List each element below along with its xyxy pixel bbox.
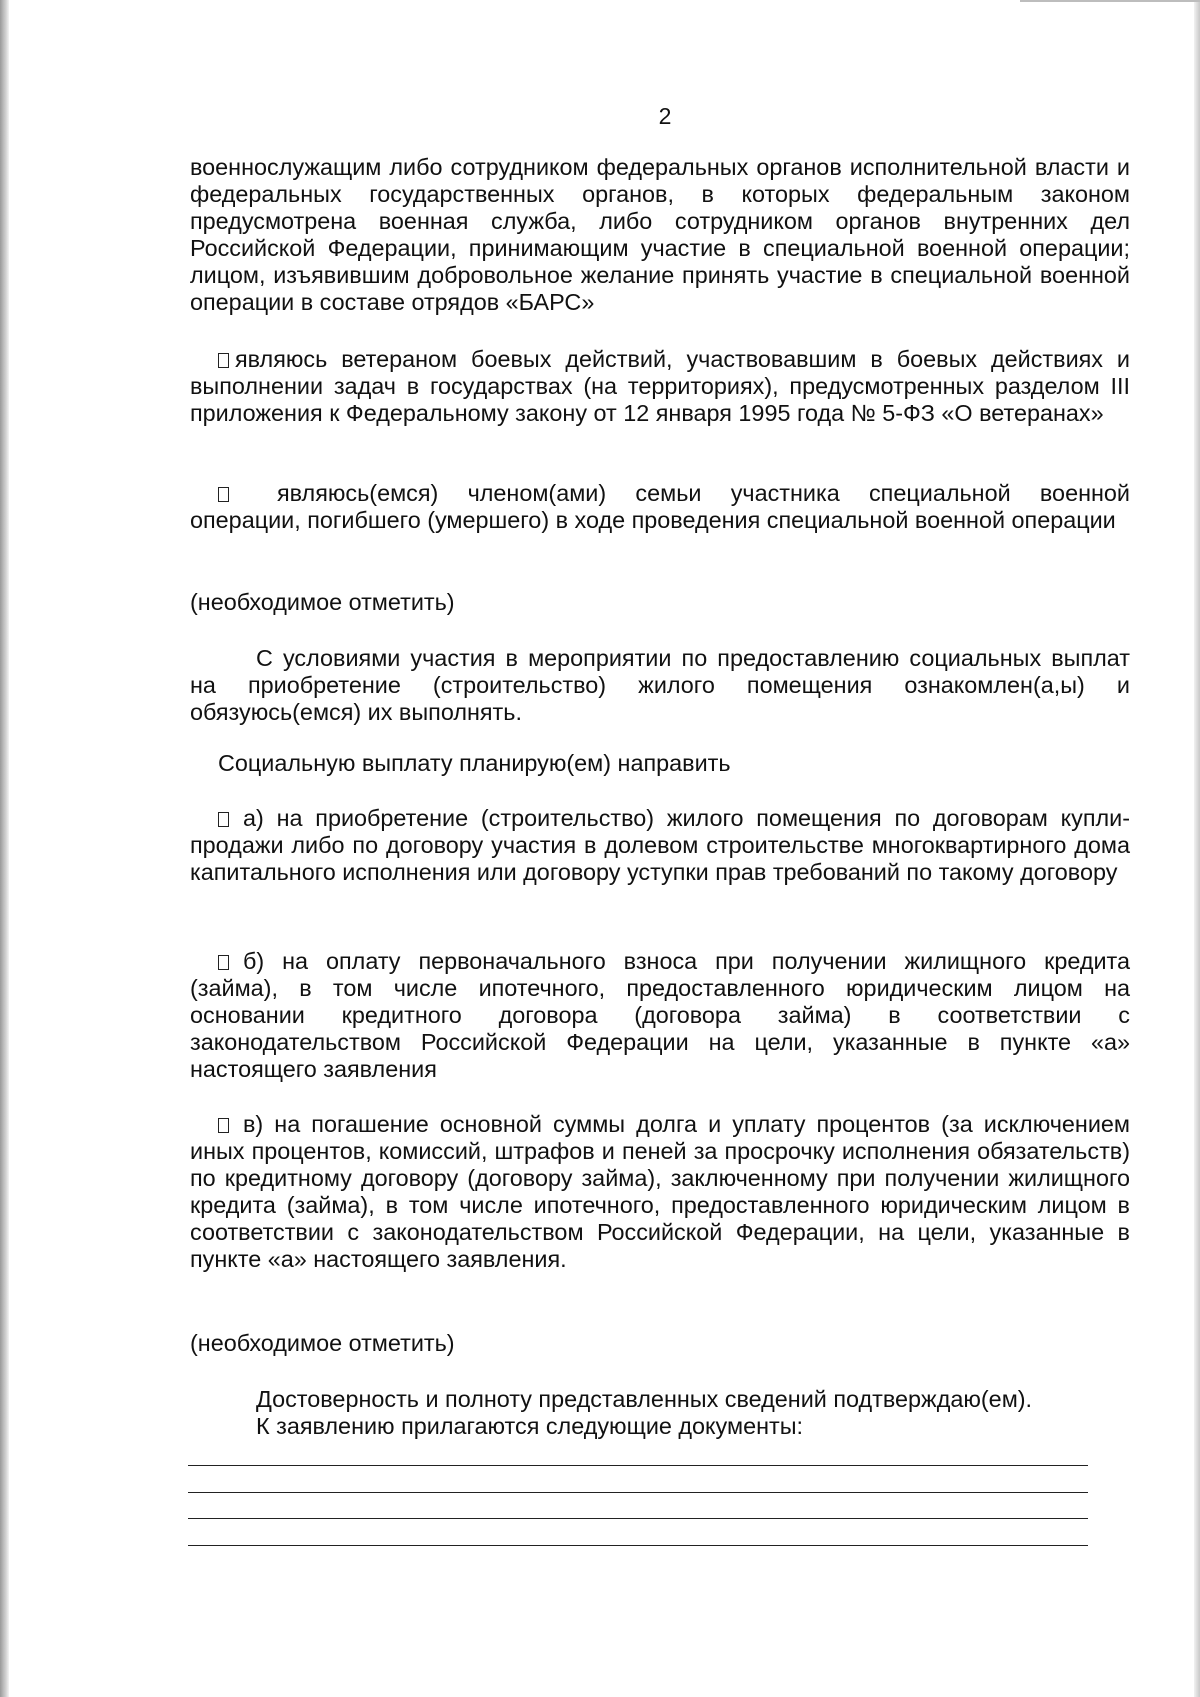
paragraph-plan: Социальную выплату планирую(ем) направить [218, 750, 731, 776]
option-a [190, 805, 1130, 886]
option-veteran-text: являюсь ветераном боевых действий, участвовавшим в боевых действиях и выполнении задач в государствах (на территориях), предусмотренных разделом III приложения к Федеральному закону от 12 января 1995 года № 5-ФЗ «О ветеранах» [190, 346, 1130, 426]
paragraph-conditions: С условиями участия в мероприятии по предоставлению социальных выплат на приобретение (строительство) жилого помещения ознакомлен(а,ы) и обязуюсь(емся) их выполнять. [190, 645, 1130, 725]
checkbox-b[interactable] [218, 955, 229, 970]
checkbox-veteran[interactable] [218, 353, 229, 368]
scan-edge-topline [1020, 0, 1200, 2]
option-a-text: а) на приобретение (строительство) жилого помещения по договорам купли-продажи либо по договору участия в долевом строительстве многоквартирного дома капитального исполнения или договору уступки прав требований по такому договору [190, 805, 1130, 885]
option-family-text: являюсь(емся) членом(ами) семьи участника специальной военной операции, погибшего (умершего) в ходе проведения специальной военной операции [190, 480, 1130, 533]
note-mark-required-1: (необходимое отметить) [190, 589, 455, 615]
option-family [190, 480, 1130, 534]
scan-edge-right [1194, 0, 1200, 1697]
option-b-text: б) на оплату первоначального взноса при получении жилищного кредита (займа), в том числе ипотечного, предоставленного юридическим лицом на основании кредитного договора (договора займа) в соответствии с законодательством Российской Федерации на цели, указанные в пункте «а» настоящего заявления [190, 948, 1130, 1082]
paragraph-service-members: военнослужащим либо сотрудником федеральных органов исполнительной власти и федеральных государственных органов, в которых федеральным законом предусмотрена военная служба, либо сотрудником органов внутренних дел Российской Федерации, принимающим участие в специальной военной операции; лицом, изъявившим добровольное желание принять участие в специальной военной операции в составе отрядов «БАРС» [190, 154, 1130, 315]
documents-line-3[interactable] [188, 1518, 1088, 1519]
confirm-line-2: К заявлению прилагаются следующие документы: [256, 1413, 804, 1439]
checkbox-c[interactable] [218, 1118, 229, 1133]
checkbox-a[interactable] [218, 812, 229, 827]
confirm-line-1: Достоверность и полноту представленных сведений подтверждаю(ем). [256, 1386, 1033, 1412]
option-c [190, 1111, 1130, 1273]
documents-line-1[interactable] [188, 1465, 1088, 1466]
documents-line-4[interactable] [188, 1545, 1088, 1546]
page-number: 2 [658, 103, 672, 129]
note-mark-required-2: (необходимое отметить) [190, 1330, 455, 1356]
scan-edge-left [0, 0, 9, 1697]
documents-line-2[interactable] [188, 1492, 1088, 1493]
checkbox-family[interactable] [218, 487, 229, 502]
option-veteran [190, 346, 1130, 427]
option-b [190, 948, 1130, 1083]
option-c-text: в) на погашение основной суммы долга и уплату процентов (за исключением иных процентов, комиссий, штрафов и пеней за просрочку исполнения обязательств) по кредитному договору (договору займа), заключенному при получении жилищного кредита (займа), в том числе ипотечного, предоставленного юридическим лицом в соответствии с законодательством Российской Федерации, на цели, указанные в пункте «а» настоящего заявления. [190, 1111, 1130, 1272]
